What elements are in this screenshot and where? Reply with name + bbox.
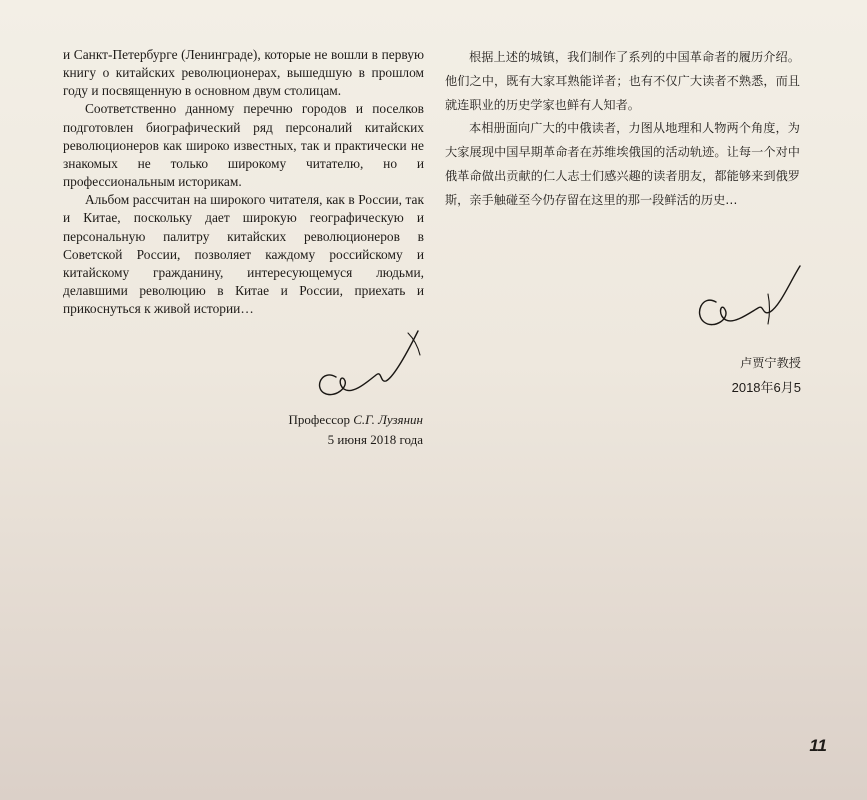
ru-paragraph-1: и Санкт-Петербурге (Ленинграде), которые не вошли в первую книгу о китайских революционерах, вышедшую в прошлом году и посвященную в основном двум столицам.	[63, 47, 424, 99]
signature-russian	[310, 325, 430, 405]
zh-author: 卢贾宁教授	[740, 356, 801, 370]
signature-chinese	[690, 262, 810, 342]
zh-paragraph-2: 本相册面向广大的中俄读者，力图从地理和人物两个角度，为大家展现中国早期革命者在苏维埃俄国的活动轨迹。让每一个对中俄革命做出贡献的仁人志士们感兴趣的读者朋友，都能够来到俄罗斯，亲手触碰至今仍存留在这里的那一段鲜活的历史…	[445, 121, 800, 207]
ru-author-signature-line	[289, 412, 423, 428]
ru-author-title: Профессор	[288, 412, 350, 427]
ru-paragraph-3: Альбом рассчитан на широкого читателя, как в России, так и Китае, поскольку дает широкую географическую и персональную палитру китайских революционеров в Советской России, позволяет каждому российскому и китайскому гражданину, интересующемуся людьми, делавшими революцию в Китае и России, приехать и прикоснуться к живой истории…	[63, 192, 424, 317]
zh-paragraph-1: 根据上述的城镇，我们制作了系列的中国革命者的履历介绍。他们之中，既有大家耳熟能详者；也有不仅广大读者不熟悉，而且就连职业的历史学家也鲜有人知者。	[445, 50, 800, 112]
chinese-text-column	[445, 46, 800, 213]
zh-date: 2018年6月5	[731, 380, 801, 395]
page-number: 11	[809, 736, 827, 755]
ru-paragraph-2: Соответственно данному перечню городов и поселков подготовлен биографический ряд персоналий китайских революционеров как широко известных, так и практически не знакомых не только широкому читателю, но и профессиональным историкам.	[63, 101, 424, 190]
ru-author-name: С.Г. Лузянин	[353, 412, 423, 427]
ru-date: 5 июня 2018 года	[327, 432, 423, 447]
russian-text-column	[63, 46, 424, 318]
